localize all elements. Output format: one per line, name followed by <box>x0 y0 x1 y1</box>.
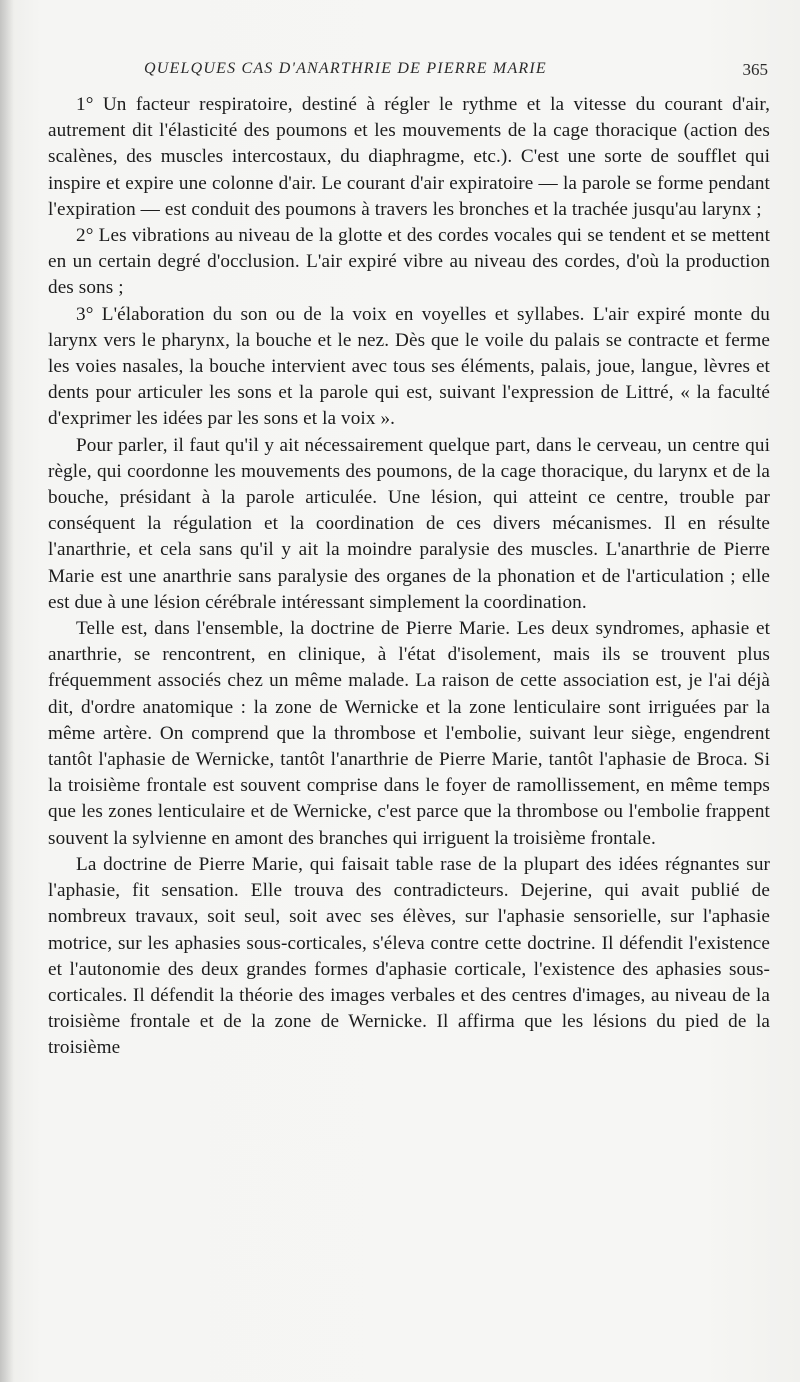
paragraph-vibrations: 2° Les vibrations au niveau de la glotte et des cordes vocales qui se tendent et se mettent en un certain degré d'occlusion. L'air expiré vibre au niveau des cordes, d'où la production des sons ; <box>48 225 770 299</box>
body-text <box>48 92 770 1062</box>
running-title: QUELQUES CAS D'ANARTHRIE DE PIERRE MARIE <box>144 60 547 77</box>
paragraph-respiratory-factor: 1° Un facteur respiratoire, destiné à régler le rythme et la vitesse du courant d'air, autrement dit l'élasticité des poumons et les mouvements de la cage thoracique (action des scalènes, des muscles intercostaux, du diaphragme, etc.). C'est une sorte de soufflet qui inspire et expire une colonne d'air. Le courant d'air expiratoire — la parole se forme pendant l'expiration — est conduit des poumons à travers les bronches et la trachée jusqu'au larynx ; <box>48 94 770 220</box>
paragraph-controversy: La doctrine de Pierre Marie, qui faisait table rase de la plupart des idées régnantes sur l'aphasie, fit sensation. Elle trouva des contradicteurs. Dejerine, qui avait publié de nombreux travaux, soit seul, soit avec ses élèves, sur l'aphasie sensorielle, sur l'aphasie motrice, sur les aphasies sous-corticales, s'éleva contre cette doctrine. Il défendit l'existence et l'autonomie des deux grandes formes d'aphasie corticale, l'existence des aphasies sous-corticales. Il défendit la théorie des images verbales et des centres d'images, au niveau de la troisième frontale et de la zone de Wernicke. Il affirma que les lésions du pied de la troisième <box>48 853 770 1059</box>
binding-shadow <box>0 0 14 1382</box>
page-number: 365 <box>742 60 768 79</box>
page-header <box>36 60 776 86</box>
paragraph-doctrine: Telle est, dans l'ensemble, la doctrine de Pierre Marie. Les deux syndromes, aphasie et anarthrie, se rencontrent, en clinique, à l'état d'isolement, mais ils se trouvent plus fréquemment associés chez un même malade. La raison de cette association est, je l'ai déjà dit, d'ordre anatomique : la zone de Wernicke et la zone lenticulaire sont irriguées par la même artère. On comprend que la thrombose et l'embolie, suivant leur siège, engendrent tantôt l'aphasie de Wernicke, tantôt l'anarthrie de Pierre Marie, tantôt l'aphasie de Broca. Si la troisième frontale est souvent comprise dans le foyer de ramollissement, en même temps que les zones lenticulaire et de Wernicke, c'est parce que la thrombose ou l'embolie frappent souvent la sylvienne en amont des branches qui irriguent la troisième frontale. <box>48 618 770 849</box>
paragraph-elaboration: 3° L'élaboration du son ou de la voix en voyelles et syllabes. L'air expiré monte du larynx vers le pharynx, la bouche et le nez. Dès que le voile du palais se contracte et ferme les voies nasales, la bouche intervient avec tous ses éléments, palais, joue, langue, lèvres et dents pour articuler les sons et la parole qui est, suivant l'expression de Littré, « la faculté d'exprimer les idées par les sons et la voix ». <box>48 303 770 430</box>
paragraph-coordination-centre: Pour parler, il faut qu'il y ait nécessairement quelque part, dans le cerveau, un centre qui règle, qui coordonne les mouvements des poumons, de la cage thoracique, du larynx et de la bouche, présidant à la parole articulée. Une lésion, qui atteint ce centre, trouble par conséquent la régulation et la coordination de ces divers mécanismes. Il en résulte l'anarthrie, et cela sans qu'il y ait la moindre paralysie des muscles. L'anarthrie de Pierre Marie est une anarthrie sans paralysie des organes de la phonation et de l'articulation ; elle est due à une lésion cérébrale intéressant simplement la coordination. <box>48 434 770 613</box>
